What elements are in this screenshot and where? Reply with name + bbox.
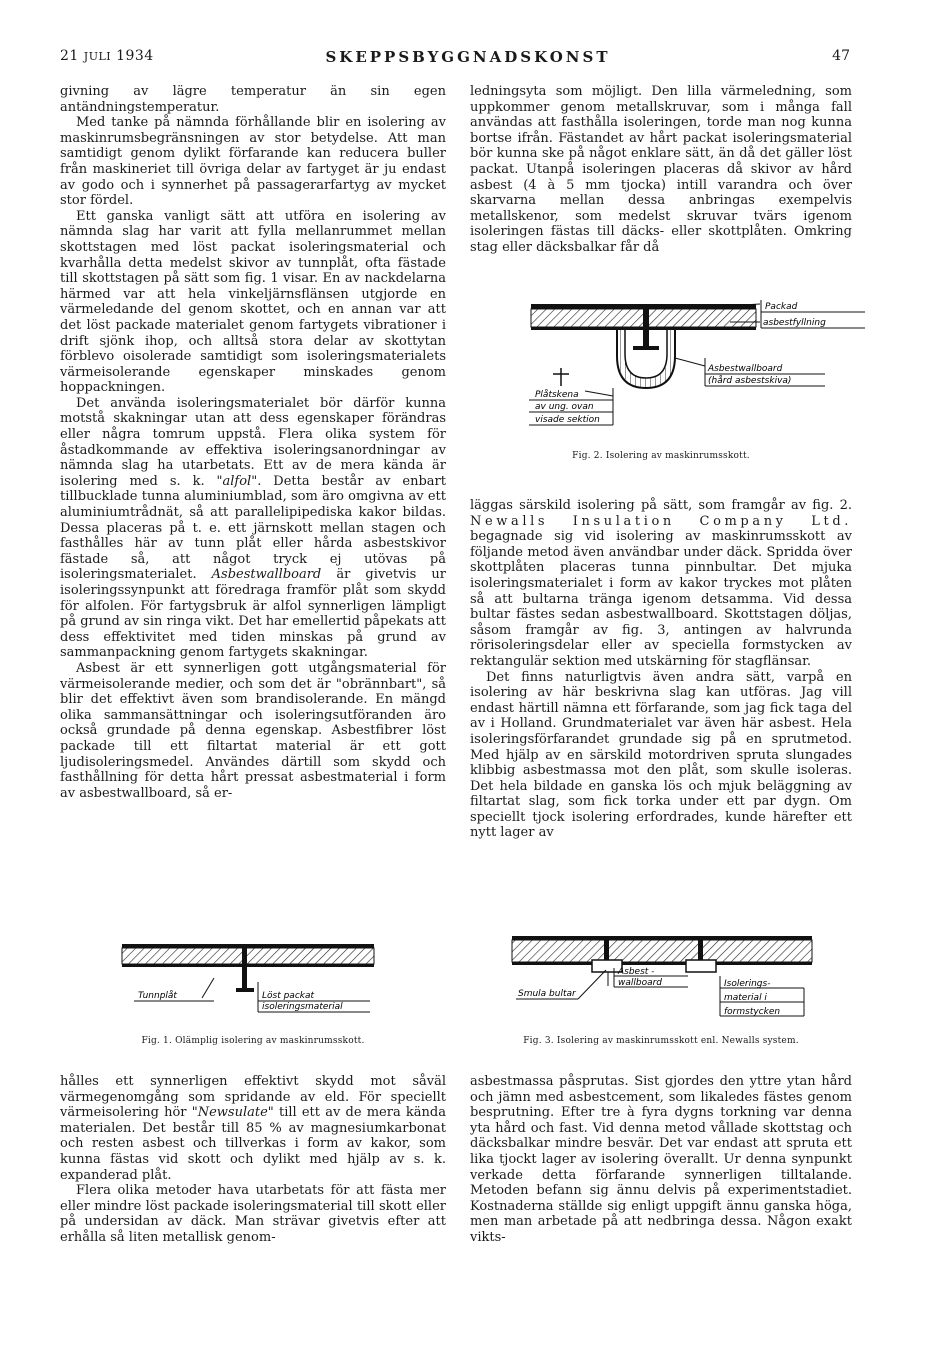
figure-3-caption: Fig. 3. Isolering av maskinrumsskott enl. Newalls system. — [523, 1036, 799, 1046]
paragraph: asbestmassa påsprutas. Sist gjordes den yttre ytan hård och jämn med asbestcement, som likaledes fästes genom besprutning. Efter tre à fyra dygns torkning var denna yta hård och fast. Vid denna metod vållade skottstag och däcksbalkar mindre besvär. Det var endast att spruta ett lika tjockt lager av isolering överallt. Ur denna synpunkt verkade detta förfarande synnerligen tilltalande. Metoden befann sig ännu delvis på experimentstadiet. Kostnaderna ställde sig enligt uppgift ännu ganska höga, men man arbetade på att nedbringa dessa. Någon exakt vikts- — [470, 1074, 852, 1245]
fig3-label: material i — [724, 993, 767, 1003]
figure-2-drawing — [525, 296, 870, 436]
fig2-label: asbestfyllning — [763, 318, 826, 328]
paragraph: Asbest är ett synnerligen gott utgångsmaterial för värmeisolerande medier, och som det är "obrännbart", så blir det effektivt även som brandisolerande. En mängd olika sammansättningar och isoleringsutföranden äro också grundade på denna egenskap. Asbestfibrer löst packade till ett filtartat material är ett gott ljudisoleringsmedel. Användes därtill som skydd och fasthållning för detta hårt pressat asbestmaterial i form av asbestwallboard, så er- — [60, 660, 446, 801]
figure-2-caption: Fig. 2. Isolering av maskinrumsskott. — [572, 451, 750, 461]
fig1-label: Löst packat — [262, 991, 315, 1001]
fig2-label: av ung. ovan — [535, 402, 594, 412]
paragraph: Flera olika metoder hava utarbetats för att fästa mer eller mindre löst packade isoleringsmaterial till skott eller på undersidan av däck. Man strävar givetvis efter att erhålla så liten metallisk genom- — [60, 1183, 446, 1245]
paragraph: läggas särskild isolering på sätt, som framgår av fig. 2. Newalls Insulation Company Ltd. begagnade sig vid isolering av maskinrumsskott av följande metod även användbar under däck. Spridda över skottplåten placeras tunna pinnbultar. Det mjuka isoleringsmaterialet i form av kakor tryckes mot plåten så att bultarna tränga igenom detsamma. Vid dessa bultar fästes sedan asbestwallboard. Skottstagen döljas, såsom framgår av fig. 3, antingen av halvrunda rörisoleringsdelar eller av speciella formstycken av rektangulär sektion med utskärning för stagflänsar. — [470, 498, 852, 669]
figure-1-caption: Fig. 1. Olämplig isolering av maskinrumsskott. — [141, 1036, 365, 1046]
paragraph: hålles ett synnerligen effektivt skydd mot såväl värmegenomgång som spridande av eld. För speciellt värmeisolering hör "Newsulate" till ett av de mera kända materialen. Det består till 85 % av magnesiumkarbonat och resten asbest och tillverkas i form av kakor, som kunna fästas vid skott och dylikt med hjälp av s. k. expanderad plåt. — [60, 1074, 446, 1183]
figure-1-drawing — [118, 940, 378, 1020]
fig3-label: wallboard — [618, 978, 663, 988]
fig2-label: (hård asbestskiva) — [708, 376, 792, 386]
fig2-label: Packad — [765, 302, 798, 312]
column-right-lower — [470, 1074, 852, 1246]
issue-date: 21 JULI 1934 — [60, 48, 154, 64]
figure-3 — [508, 930, 828, 1026]
fig3-label: Asbest - — [618, 967, 655, 977]
paragraph: ledningsyta som möjligt. Den lilla värmeledning, som uppkommer genom metallskruvar, som i många fall användas att fasthålla isoleringen, torde man nog kunna bortse ifrån. Fästandet av hårt packat isoleringsmaterial bör kunna ske på något enklare sätt, än då det gäller löst packat. Utanpå isoleringen placeras då skivor av hård asbest (4 à 5 mm tjocka) intill varandra och över skarvarna mellan dessa anbringas exempelvis metallskenor, som medelst skruvar tvärs igenom isoleringen fästas till däcks- eller skottplåten. Omkring stag eller däcksbalkar får då — [470, 84, 852, 255]
fig2-label: Plåtskena — [535, 390, 579, 400]
column-left-lower — [60, 1074, 446, 1246]
fig2-label: visade sektion — [535, 415, 600, 425]
fig3-label: Isolerings- — [724, 979, 771, 989]
fig1-label: isoleringsmaterial — [262, 1002, 343, 1012]
paragraph: Det använda isoleringsmaterialet bör därför kunna motstå skakningar utan att dess egenskaper förändras eller några tomrum uppstå. Flera olika system för åstadkommande av effektiva isoleringsanordningar av nämnda slag ha utarbetats. Ett av de mera kända är isolering med s. k. "alfol". Detta består av enbart tillbucklade tunna aluminiumblad, som äro omgivna av ett aluminiumtrådnät, så att parallelipipediska kakor bildas. Dessa placeras på t. e. ett järnskott mellan stagen och fasthålles här av tunn plåt eller hårda asbestskivor fästade så, att något tryck ej utövas på isoleringsmaterialet. Asbestwallboard är givetvis ur isoleringssynpunkt att föredraga framför plåt som skydd för alfolen. För fartygsbruk är alfol synnerligen lämpligt på grund av sin ringa vikt. Det har emellertid påpekats att dess effektivitet med tiden minskas på grund av sammanpackning genom fartygets skakningar. — [60, 395, 446, 661]
column-right-middle — [470, 498, 852, 841]
fig2-label: Asbestwallboard — [708, 364, 783, 374]
column-right-upper — [470, 84, 852, 256]
journal-title: SKEPPSBYGGNADSKONST — [325, 48, 611, 66]
paragraph: givning av lägre temperatur än sin egen antändningstemperatur. — [60, 84, 446, 115]
fig3-label: Smula bultar — [518, 989, 576, 999]
paragraph: Med tanke på nämnda förhållande blir en isolering av maskinrumsbegränsningen av stor betydelse. Att man samtidigt genom dylikt förfarande kan reducera buller från maskineriet till övriga delar av fartyget är ju endast av godo och i synnerhet på passagerarfartyg av mycket stor fördel. — [60, 115, 446, 209]
column-left-upper — [60, 84, 446, 801]
figure-2 — [525, 296, 870, 436]
fig1-label: Tunnplåt — [138, 991, 177, 1001]
paragraph: Ett ganska vanligt sätt att utföra en isolering av nämnda slag har varit att fylla mellanrummet mellan skottstagen med löst packat isoleringsmaterial och kvarhålla detta medelst skivor av tunnplåt, ofta fästade till skottstagen på sätt som fig. 1 visar. En av nackdelarna härmed var att hela vinkeljärnsflänsen utgjorde en värmeledande del genom skottet, och en annan var att det löst packade materialet genom fartygets vibrationer i drift sjönk ihop, och alltså stora delar av skottytan förblevo oisolerade samtidigt som isoleringsmaterialets värmeisolerande egenskaper minskades genom hoppackningen. — [60, 208, 446, 396]
page-number: 47 — [832, 48, 850, 64]
fig3-label: formstycken — [724, 1007, 781, 1017]
figure-3-drawing — [508, 930, 828, 1026]
figure-1 — [118, 940, 378, 1020]
paragraph: Det finns naturligtvis även andra sätt, varpå en isolering av här beskrivna slag kan utföras. Jag vill endast härtill nämna ett förfarande, som jag fick taga del av i Holland. Grundmaterialet var även här asbest. Hela isoleringsförfarandet grundade sig på en sprutmetod. Med hjälp av en särskild motordriven spruta slungades klibbig asbestmassa mot den plåt, som skulle isoleras. Det hela bildade en ganska lös och mjuk beläggning av filtartat slag, som fick torka under ett par dygn. Om speciellt tjock isolering erfordrades, kunde härefter ett nytt lager av — [470, 669, 852, 841]
